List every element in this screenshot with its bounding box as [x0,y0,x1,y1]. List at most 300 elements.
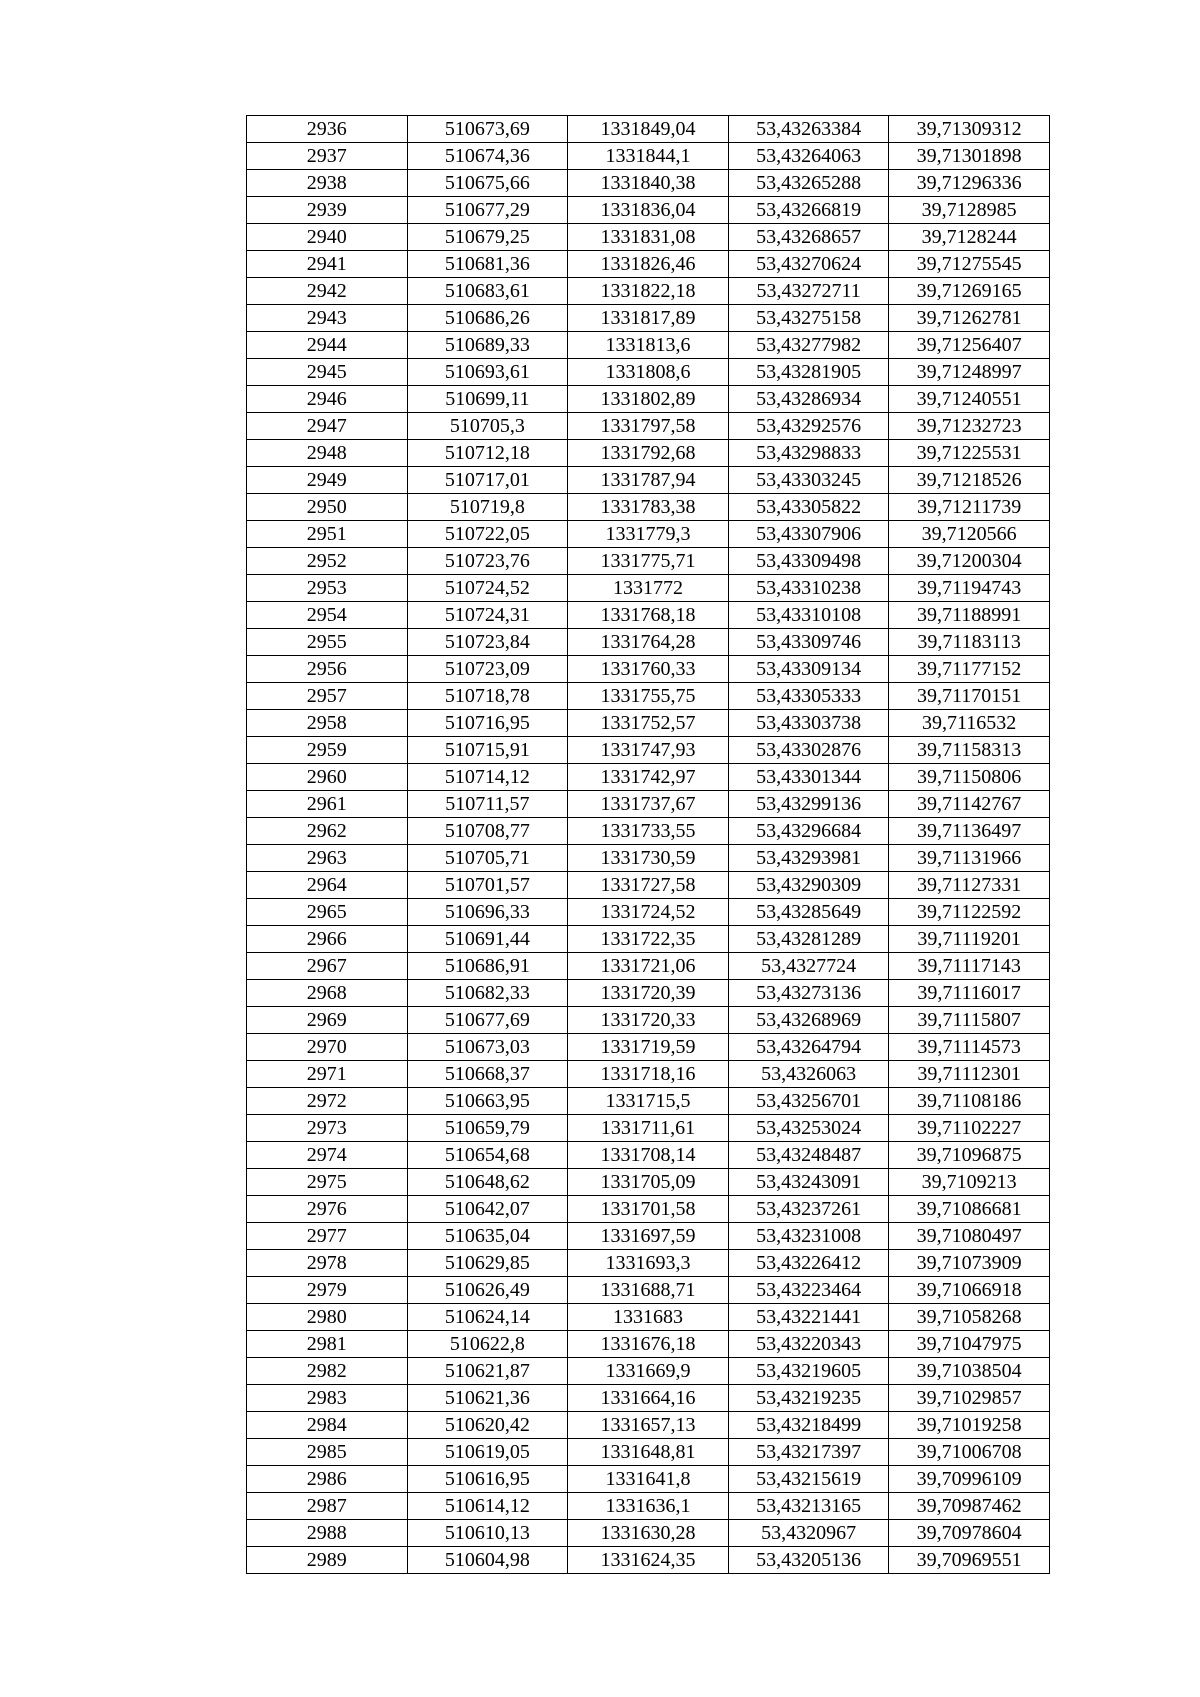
longitude-cell: 39,71038504 [889,1358,1050,1385]
point-number-cell: 2945 [247,359,408,386]
point-number-cell: 2958 [247,710,408,737]
point-number-cell: 2954 [247,602,408,629]
x-coordinate-cell: 510705,71 [407,845,568,872]
latitude-cell: 53,43270624 [728,251,889,278]
x-coordinate-cell: 510621,36 [407,1385,568,1412]
y-coordinate-cell: 1331849,04 [568,116,729,143]
table-row [247,1169,1050,1196]
table-row [247,575,1050,602]
x-coordinate-cell: 510621,87 [407,1358,568,1385]
y-coordinate-cell: 1331636,1 [568,1493,729,1520]
x-coordinate-cell: 510683,61 [407,278,568,305]
point-number-cell: 2956 [247,656,408,683]
table-row [247,494,1050,521]
latitude-cell: 53,43292576 [728,413,889,440]
latitude-cell: 53,43253024 [728,1115,889,1142]
table-row [247,1304,1050,1331]
latitude-cell: 53,43273136 [728,980,889,1007]
y-coordinate-cell: 1331792,68 [568,440,729,467]
latitude-cell: 53,43215619 [728,1466,889,1493]
table-row [247,872,1050,899]
table-row [247,1007,1050,1034]
y-coordinate-cell: 1331772 [568,575,729,602]
latitude-cell: 53,43218499 [728,1412,889,1439]
x-coordinate-cell: 510675,66 [407,170,568,197]
y-coordinate-cell: 1331705,09 [568,1169,729,1196]
y-coordinate-cell: 1331783,38 [568,494,729,521]
x-coordinate-cell: 510674,36 [407,143,568,170]
point-number-cell: 2968 [247,980,408,1007]
x-coordinate-cell: 510616,95 [407,1466,568,1493]
x-coordinate-cell: 510718,78 [407,683,568,710]
point-number-cell: 2970 [247,1034,408,1061]
x-coordinate-cell: 510668,37 [407,1061,568,1088]
longitude-cell: 39,71218526 [889,467,1050,494]
x-coordinate-cell: 510682,33 [407,980,568,1007]
point-number-cell: 2947 [247,413,408,440]
y-coordinate-cell: 1331720,33 [568,1007,729,1034]
point-number-cell: 2936 [247,116,408,143]
y-coordinate-cell: 1331720,39 [568,980,729,1007]
latitude-cell: 53,43213165 [728,1493,889,1520]
point-number-cell: 2948 [247,440,408,467]
latitude-cell: 53,43302876 [728,737,889,764]
table-row [247,737,1050,764]
latitude-cell: 53,43243091 [728,1169,889,1196]
point-number-cell: 2984 [247,1412,408,1439]
latitude-cell: 53,43305822 [728,494,889,521]
y-coordinate-cell: 1331752,57 [568,710,729,737]
x-coordinate-cell: 510673,69 [407,116,568,143]
longitude-cell: 39,7128244 [889,224,1050,251]
x-coordinate-cell: 510686,91 [407,953,568,980]
point-number-cell: 2982 [247,1358,408,1385]
x-coordinate-cell: 510711,57 [407,791,568,818]
latitude-cell: 53,43307906 [728,521,889,548]
x-coordinate-cell: 510701,57 [407,872,568,899]
x-coordinate-cell: 510723,84 [407,629,568,656]
latitude-cell: 53,43293981 [728,845,889,872]
latitude-cell: 53,43309498 [728,548,889,575]
longitude-cell: 39,7128985 [889,197,1050,224]
longitude-cell: 39,71200304 [889,548,1050,575]
x-coordinate-cell: 510717,01 [407,467,568,494]
longitude-cell: 39,71114573 [889,1034,1050,1061]
latitude-cell: 53,43303738 [728,710,889,737]
table-row [247,791,1050,818]
table-row [247,1520,1050,1547]
x-coordinate-cell: 510686,26 [407,305,568,332]
table-row [247,1493,1050,1520]
longitude-cell: 39,71275545 [889,251,1050,278]
x-coordinate-cell: 510724,52 [407,575,568,602]
point-number-cell: 2941 [247,251,408,278]
point-number-cell: 2989 [247,1547,408,1574]
y-coordinate-cell: 1331701,58 [568,1196,729,1223]
longitude-cell: 39,71232723 [889,413,1050,440]
y-coordinate-cell: 1331808,6 [568,359,729,386]
table-row [247,926,1050,953]
x-coordinate-cell: 510624,14 [407,1304,568,1331]
table-row [247,1196,1050,1223]
y-coordinate-cell: 1331840,38 [568,170,729,197]
longitude-cell: 39,71117143 [889,953,1050,980]
x-coordinate-cell: 510699,11 [407,386,568,413]
point-number-cell: 2967 [247,953,408,980]
y-coordinate-cell: 1331724,52 [568,899,729,926]
longitude-cell: 39,71080497 [889,1223,1050,1250]
y-coordinate-cell: 1331697,59 [568,1223,729,1250]
y-coordinate-cell: 1331718,16 [568,1061,729,1088]
table-row [247,1331,1050,1358]
longitude-cell: 39,71115807 [889,1007,1050,1034]
y-coordinate-cell: 1331669,9 [568,1358,729,1385]
y-coordinate-cell: 1331648,81 [568,1439,729,1466]
latitude-cell: 53,4327724 [728,953,889,980]
longitude-cell: 39,71136497 [889,818,1050,845]
x-coordinate-cell: 510677,69 [407,1007,568,1034]
x-coordinate-cell: 510648,62 [407,1169,568,1196]
latitude-cell: 53,43263384 [728,116,889,143]
longitude-cell: 39,71073909 [889,1250,1050,1277]
longitude-cell: 39,71150806 [889,764,1050,791]
table-row [247,332,1050,359]
longitude-cell: 39,71262781 [889,305,1050,332]
y-coordinate-cell: 1331768,18 [568,602,729,629]
longitude-cell: 39,71142767 [889,791,1050,818]
point-number-cell: 2944 [247,332,408,359]
x-coordinate-cell: 510723,09 [407,656,568,683]
point-number-cell: 2974 [247,1142,408,1169]
latitude-cell: 53,43264794 [728,1034,889,1061]
x-coordinate-cell: 510724,31 [407,602,568,629]
point-number-cell: 2959 [247,737,408,764]
longitude-cell: 39,71047975 [889,1331,1050,1358]
longitude-cell: 39,71058268 [889,1304,1050,1331]
point-number-cell: 2942 [247,278,408,305]
longitude-cell: 39,71269165 [889,278,1050,305]
point-number-cell: 2972 [247,1088,408,1115]
point-number-cell: 2950 [247,494,408,521]
latitude-cell: 53,43231008 [728,1223,889,1250]
y-coordinate-cell: 1331831,08 [568,224,729,251]
y-coordinate-cell: 1331715,5 [568,1088,729,1115]
latitude-cell: 53,43264063 [728,143,889,170]
latitude-cell: 53,43296684 [728,818,889,845]
longitude-cell: 39,71225531 [889,440,1050,467]
latitude-cell: 53,43265288 [728,170,889,197]
latitude-cell: 53,43309134 [728,656,889,683]
table-row [247,629,1050,656]
latitude-cell: 53,43256701 [728,1088,889,1115]
latitude-cell: 53,43281905 [728,359,889,386]
longitude-cell: 39,71301898 [889,143,1050,170]
x-coordinate-cell: 510719,8 [407,494,568,521]
point-number-cell: 2960 [247,764,408,791]
longitude-cell: 39,71112301 [889,1061,1050,1088]
coordinates-table-body [247,116,1050,1574]
x-coordinate-cell: 510620,42 [407,1412,568,1439]
x-coordinate-cell: 510679,25 [407,224,568,251]
y-coordinate-cell: 1331747,93 [568,737,729,764]
latitude-cell: 53,43310238 [728,575,889,602]
latitude-cell: 53,4320967 [728,1520,889,1547]
y-coordinate-cell: 1331630,28 [568,1520,729,1547]
longitude-cell: 39,70969551 [889,1547,1050,1574]
longitude-cell: 39,71006708 [889,1439,1050,1466]
table-row [247,1223,1050,1250]
longitude-cell: 39,71240551 [889,386,1050,413]
x-coordinate-cell: 510654,68 [407,1142,568,1169]
longitude-cell: 39,7109213 [889,1169,1050,1196]
y-coordinate-cell: 1331688,71 [568,1277,729,1304]
latitude-cell: 53,43298833 [728,440,889,467]
table-row [247,602,1050,629]
latitude-cell: 53,43205136 [728,1547,889,1574]
longitude-cell: 39,70978604 [889,1520,1050,1547]
x-coordinate-cell: 510705,3 [407,413,568,440]
table-row [247,440,1050,467]
point-number-cell: 2940 [247,224,408,251]
x-coordinate-cell: 510673,03 [407,1034,568,1061]
latitude-cell: 53,43272711 [728,278,889,305]
point-number-cell: 2978 [247,1250,408,1277]
table-row [247,170,1050,197]
table-row [247,359,1050,386]
table-row [247,1466,1050,1493]
y-coordinate-cell: 1331683 [568,1304,729,1331]
table-row [247,1061,1050,1088]
x-coordinate-cell: 510604,98 [407,1547,568,1574]
x-coordinate-cell: 510642,07 [407,1196,568,1223]
x-coordinate-cell: 510723,76 [407,548,568,575]
y-coordinate-cell: 1331760,33 [568,656,729,683]
table-row [247,1439,1050,1466]
table-row [247,251,1050,278]
point-number-cell: 2952 [247,548,408,575]
y-coordinate-cell: 1331624,35 [568,1547,729,1574]
longitude-cell: 39,71019258 [889,1412,1050,1439]
latitude-cell: 53,43268657 [728,224,889,251]
y-coordinate-cell: 1331775,71 [568,548,729,575]
table-row [247,1115,1050,1142]
latitude-cell: 53,43268969 [728,1007,889,1034]
point-number-cell: 2961 [247,791,408,818]
point-number-cell: 2983 [247,1385,408,1412]
y-coordinate-cell: 1331722,35 [568,926,729,953]
x-coordinate-cell: 510681,36 [407,251,568,278]
y-coordinate-cell: 1331730,59 [568,845,729,872]
latitude-cell: 53,43301344 [728,764,889,791]
point-number-cell: 2943 [247,305,408,332]
point-number-cell: 2981 [247,1331,408,1358]
y-coordinate-cell: 1331779,3 [568,521,729,548]
longitude-cell: 39,7120566 [889,521,1050,548]
x-coordinate-cell: 510715,91 [407,737,568,764]
longitude-cell: 39,71119201 [889,926,1050,953]
latitude-cell: 53,43299136 [728,791,889,818]
point-number-cell: 2937 [247,143,408,170]
point-number-cell: 2957 [247,683,408,710]
y-coordinate-cell: 1331755,75 [568,683,729,710]
latitude-cell: 53,4326063 [728,1061,889,1088]
x-coordinate-cell: 510716,95 [407,710,568,737]
point-number-cell: 2987 [247,1493,408,1520]
longitude-cell: 39,71102227 [889,1115,1050,1142]
point-number-cell: 2985 [247,1439,408,1466]
y-coordinate-cell: 1331742,97 [568,764,729,791]
table-row [247,710,1050,737]
y-coordinate-cell: 1331733,55 [568,818,729,845]
y-coordinate-cell: 1331657,13 [568,1412,729,1439]
longitude-cell: 39,71127331 [889,872,1050,899]
point-number-cell: 2965 [247,899,408,926]
point-number-cell: 2976 [247,1196,408,1223]
table-row [247,197,1050,224]
latitude-cell: 53,43309746 [728,629,889,656]
longitude-cell: 39,71211739 [889,494,1050,521]
y-coordinate-cell: 1331787,94 [568,467,729,494]
y-coordinate-cell: 1331721,06 [568,953,729,980]
table-row [247,1034,1050,1061]
longitude-cell: 39,71296336 [889,170,1050,197]
latitude-cell: 53,43266819 [728,197,889,224]
latitude-cell: 53,43275158 [728,305,889,332]
longitude-cell: 39,71256407 [889,332,1050,359]
coordinates-table [246,115,1050,1574]
y-coordinate-cell: 1331797,58 [568,413,729,440]
longitude-cell: 39,71194743 [889,575,1050,602]
y-coordinate-cell: 1331817,89 [568,305,729,332]
table-row [247,656,1050,683]
point-number-cell: 2975 [247,1169,408,1196]
table-row [247,305,1050,332]
latitude-cell: 53,43303245 [728,467,889,494]
longitude-cell: 39,71108186 [889,1088,1050,1115]
longitude-cell: 39,71248997 [889,359,1050,386]
point-number-cell: 2946 [247,386,408,413]
x-coordinate-cell: 510635,04 [407,1223,568,1250]
longitude-cell: 39,71029857 [889,1385,1050,1412]
point-number-cell: 2973 [247,1115,408,1142]
y-coordinate-cell: 1331676,18 [568,1331,729,1358]
point-number-cell: 2964 [247,872,408,899]
y-coordinate-cell: 1331719,59 [568,1034,729,1061]
x-coordinate-cell: 510659,79 [407,1115,568,1142]
longitude-cell: 39,71086681 [889,1196,1050,1223]
y-coordinate-cell: 1331826,46 [568,251,729,278]
longitude-cell: 39,71309312 [889,116,1050,143]
y-coordinate-cell: 1331641,8 [568,1466,729,1493]
y-coordinate-cell: 1331711,61 [568,1115,729,1142]
table-row [247,1277,1050,1304]
latitude-cell: 53,43286934 [728,386,889,413]
table-row [247,224,1050,251]
x-coordinate-cell: 510614,12 [407,1493,568,1520]
point-number-cell: 2977 [247,1223,408,1250]
latitude-cell: 53,43219235 [728,1385,889,1412]
longitude-cell: 39,71188991 [889,602,1050,629]
longitude-cell: 39,70987462 [889,1493,1050,1520]
y-coordinate-cell: 1331664,16 [568,1385,729,1412]
table-row [247,116,1050,143]
longitude-cell: 39,71066918 [889,1277,1050,1304]
point-number-cell: 2939 [247,197,408,224]
latitude-cell: 53,43277982 [728,332,889,359]
point-number-cell: 2949 [247,467,408,494]
x-coordinate-cell: 510708,77 [407,818,568,845]
latitude-cell: 53,43237261 [728,1196,889,1223]
y-coordinate-cell: 1331737,67 [568,791,729,818]
table-row [247,1358,1050,1385]
latitude-cell: 53,43226412 [728,1250,889,1277]
longitude-cell: 39,71158313 [889,737,1050,764]
table-row [247,1142,1050,1169]
table-row [247,386,1050,413]
point-number-cell: 2955 [247,629,408,656]
longitude-cell: 39,70996109 [889,1466,1050,1493]
longitude-cell: 39,71122592 [889,899,1050,926]
latitude-cell: 53,43219605 [728,1358,889,1385]
longitude-cell: 39,71183113 [889,629,1050,656]
table-row [247,521,1050,548]
latitude-cell: 53,43221441 [728,1304,889,1331]
x-coordinate-cell: 510691,44 [407,926,568,953]
x-coordinate-cell: 510689,33 [407,332,568,359]
latitude-cell: 53,43285649 [728,899,889,926]
point-number-cell: 2962 [247,818,408,845]
table-row [247,818,1050,845]
latitude-cell: 53,43223464 [728,1277,889,1304]
point-number-cell: 2986 [247,1466,408,1493]
table-row [247,953,1050,980]
latitude-cell: 53,43217397 [728,1439,889,1466]
y-coordinate-cell: 1331802,89 [568,386,729,413]
table-row [247,548,1050,575]
x-coordinate-cell: 510722,05 [407,521,568,548]
latitude-cell: 53,43290309 [728,872,889,899]
latitude-cell: 53,43310108 [728,602,889,629]
x-coordinate-cell: 510714,12 [407,764,568,791]
x-coordinate-cell: 510677,29 [407,197,568,224]
longitude-cell: 39,71170151 [889,683,1050,710]
x-coordinate-cell: 510610,13 [407,1520,568,1547]
latitude-cell: 53,43220343 [728,1331,889,1358]
table-row [247,1547,1050,1574]
y-coordinate-cell: 1331836,04 [568,197,729,224]
point-number-cell: 2963 [247,845,408,872]
y-coordinate-cell: 1331727,58 [568,872,729,899]
latitude-cell: 53,43248487 [728,1142,889,1169]
point-number-cell: 2969 [247,1007,408,1034]
x-coordinate-cell: 510626,49 [407,1277,568,1304]
longitude-cell: 39,71131966 [889,845,1050,872]
point-number-cell: 2979 [247,1277,408,1304]
table-row [247,980,1050,1007]
table-row [247,278,1050,305]
table-row [247,1385,1050,1412]
x-coordinate-cell: 510696,33 [407,899,568,926]
y-coordinate-cell: 1331708,14 [568,1142,729,1169]
y-coordinate-cell: 1331813,6 [568,332,729,359]
point-number-cell: 2953 [247,575,408,602]
point-number-cell: 2980 [247,1304,408,1331]
table-row [247,1412,1050,1439]
table-row [247,764,1050,791]
table-row [247,143,1050,170]
table-row [247,413,1050,440]
y-coordinate-cell: 1331764,28 [568,629,729,656]
